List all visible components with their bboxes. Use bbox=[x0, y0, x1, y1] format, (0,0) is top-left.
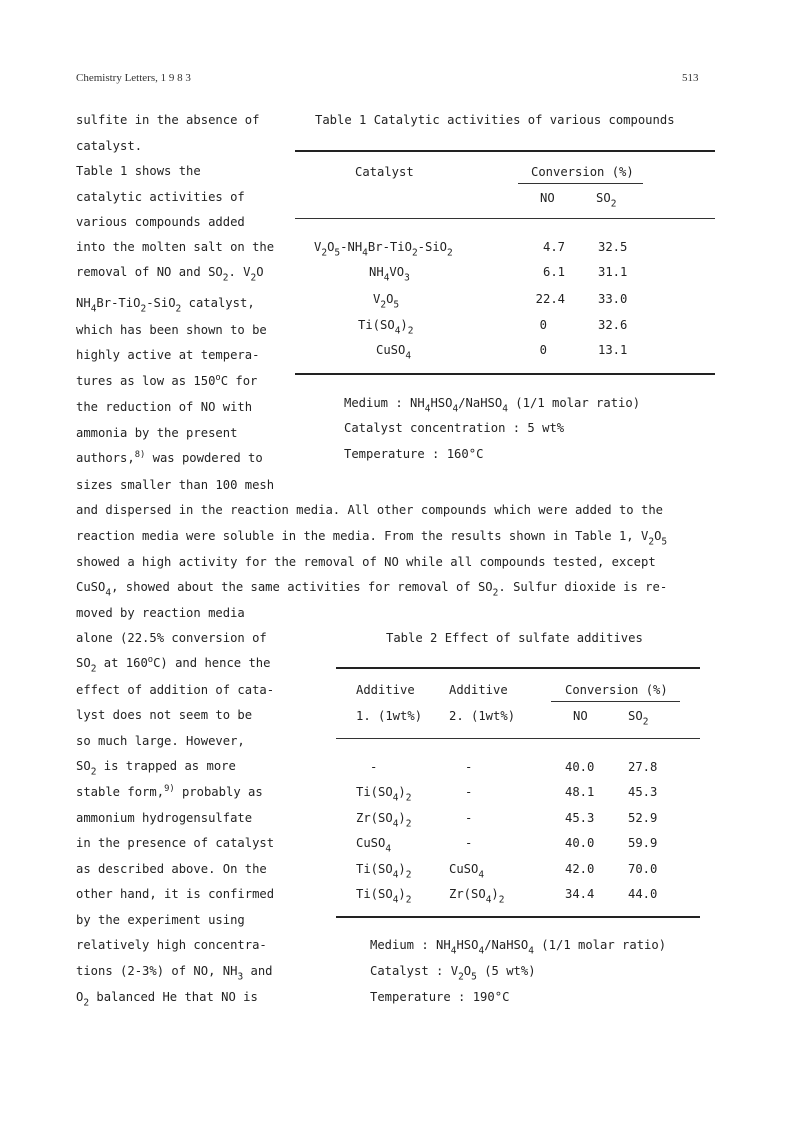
text-line: into the molten salt on the bbox=[76, 240, 275, 254]
table-cell: 33.0 bbox=[598, 292, 628, 306]
table-2-head-no: NO bbox=[573, 709, 588, 723]
table-1-head-catalyst: Catalyst bbox=[355, 165, 414, 179]
text-line: $SO_2$ is trapped as more bbox=[76, 759, 236, 778]
table-1-caption: Table 1 Catalytic activities of various compounds bbox=[315, 113, 675, 127]
text-line: other hand, it is confirmed bbox=[76, 887, 275, 901]
table-cell: 27.8 bbox=[628, 760, 658, 774]
table-2-caption: Table 2 Effect of sulfate additives bbox=[386, 631, 643, 645]
text-line: so much large. However, bbox=[76, 734, 245, 748]
table-cell: CuSO$_4$ bbox=[376, 343, 412, 362]
table-cell: 31.1 bbox=[598, 265, 628, 279]
text-line: moved by reaction media bbox=[76, 606, 245, 620]
text-line: ammonium hydrogensulfate bbox=[76, 811, 253, 825]
table-2-head-add1: Additive bbox=[356, 683, 415, 697]
table-cell: 6.1 bbox=[542, 265, 565, 279]
table-rule bbox=[295, 218, 715, 219]
table-note: Temperature : 160°C bbox=[344, 447, 484, 461]
text-line: sulfite in the absence of bbox=[76, 113, 260, 127]
table-rule bbox=[518, 183, 643, 184]
table-cell: 42.0 bbox=[565, 862, 595, 876]
table-cell: 34.4 bbox=[565, 887, 595, 901]
table-cell: 32.5 bbox=[598, 240, 628, 254]
table-cell: 4.7 bbox=[542, 240, 565, 254]
table-note: Catalyst concentration : 5 wt% bbox=[344, 421, 565, 435]
table-cell: - bbox=[370, 760, 378, 774]
text-line: alone (22.5% conversion of bbox=[76, 631, 267, 645]
table-rule bbox=[295, 150, 715, 152]
text-line: reaction media were soluble in the media. From the results shown in Table 1, $V_2O_5$ bbox=[76, 529, 668, 548]
text-line: and dispersed in the reaction media. All other compounds which were added to the bbox=[76, 503, 663, 517]
table-cell: 44.0 bbox=[628, 887, 658, 901]
text-line: as described above. On the bbox=[76, 862, 267, 876]
table-2-head-add2: Additive bbox=[449, 683, 508, 697]
table-cell: - bbox=[465, 785, 473, 799]
table-cell: $Ti(SO_4)_2$ bbox=[356, 785, 412, 804]
table-cell: $V_2O_5$ bbox=[373, 292, 400, 311]
text-line: tures as low as 150$^o$C for bbox=[76, 373, 258, 388]
table-note: Catalyst : $V_2O_5$ (5 wt%) bbox=[370, 964, 536, 983]
text-line: highly active at tempera- bbox=[76, 348, 260, 362]
text-line: stable form,$^{9)}$ probably as bbox=[76, 784, 263, 799]
text-line: which has been shown to be bbox=[76, 323, 267, 337]
table-cell: $NH_4VO_3$ bbox=[369, 265, 410, 284]
text-line: relatively high concentra- bbox=[76, 938, 267, 952]
table-note: Medium : $NH_4HSO_4/NaHSO_4$ (1/1 molar ratio) bbox=[370, 938, 667, 957]
table-cell: 48.1 bbox=[565, 785, 595, 799]
table-cell: 52.9 bbox=[628, 811, 658, 825]
table-cell: 40.0 bbox=[565, 836, 595, 850]
table-cell: 70.0 bbox=[628, 862, 658, 876]
text-line: $O_2$ balanced He that NO is bbox=[76, 990, 258, 1009]
text-line: $NH_4Br-TiO_2-SiO_2$ catalyst, bbox=[76, 296, 255, 315]
table-cell: - bbox=[465, 836, 473, 850]
table-cell: 22.4 bbox=[535, 292, 565, 306]
table-2-head-so2: $SO_2$ bbox=[628, 709, 649, 728]
table-cell: CuSO$_4$ bbox=[356, 836, 392, 855]
text-line: the reduction of NO with bbox=[76, 400, 253, 414]
table-1-head-so2: $SO_2$ bbox=[596, 191, 617, 210]
table-rule bbox=[336, 738, 700, 739]
table-2-head-add2-unit: 2. (1wt%) bbox=[449, 709, 516, 723]
table-cell: CuSO$_4$ bbox=[449, 862, 485, 881]
text-line: CuSO$_4$, showed about the same activities for removal of $SO_2$. Sulfur dioxide is re- bbox=[76, 580, 668, 599]
table-cell: 32.6 bbox=[598, 318, 628, 332]
table-note: Temperature : 190°C bbox=[370, 990, 510, 1004]
text-line: authors,$^{8)}$ was powdered to bbox=[76, 450, 263, 465]
table-cell: 13.1 bbox=[598, 343, 628, 357]
text-line: removal of NO and $SO_2$. $V_2O$ bbox=[76, 265, 264, 284]
text-line: showed a high activity for the removal of NO while all compounds tested, except bbox=[76, 555, 656, 569]
text-line: tions (2-3%) of NO, $NH_3$ and bbox=[76, 964, 273, 983]
text-line: catalyst. bbox=[76, 139, 143, 153]
text-line: lyst does not seem to be bbox=[76, 708, 253, 722]
text-line: in the presence of catalyst bbox=[76, 836, 275, 850]
journal-header: Chemistry Letters, 1 9 8 3 bbox=[76, 72, 191, 84]
table-cell: - bbox=[465, 811, 473, 825]
table-1-head-conversion: Conversion (%) bbox=[531, 165, 634, 179]
text-line: sizes smaller than 100 mesh bbox=[76, 478, 275, 492]
text-line: effect of addition of cata- bbox=[76, 683, 275, 697]
table-cell: - bbox=[465, 760, 473, 774]
table-cell: 0 bbox=[539, 343, 547, 357]
table-rule bbox=[295, 373, 715, 375]
table-note: Medium : $NH_4HSO_4/NaHSO_4$ (1/1 molar ratio) bbox=[344, 396, 641, 415]
table-cell: $V_2O_5-NH_4Br-TiO_2-SiO_2$ bbox=[314, 240, 453, 259]
text-line: ammonia by the present bbox=[76, 426, 238, 440]
table-2-head-add1-unit: 1. (1wt%) bbox=[356, 709, 423, 723]
table-cell: $Ti(SO_4)_2$ bbox=[358, 318, 414, 337]
table-rule bbox=[336, 916, 700, 918]
table-cell: 0 bbox=[539, 318, 547, 332]
table-cell: 59.9 bbox=[628, 836, 658, 850]
table-1-head-no: NO bbox=[540, 191, 555, 205]
table-cell: $Zr(SO_4)_2$ bbox=[449, 887, 505, 906]
text-line: Table 1 shows the bbox=[76, 164, 201, 178]
text-line: various compounds added bbox=[76, 215, 245, 229]
text-line: by the experiment using bbox=[76, 913, 245, 927]
table-cell: 45.3 bbox=[628, 785, 658, 799]
page-number: 513 bbox=[682, 72, 699, 84]
table-cell: 40.0 bbox=[565, 760, 595, 774]
table-rule bbox=[336, 667, 700, 669]
table-cell: $Zr(SO_4)_2$ bbox=[356, 811, 412, 830]
table-2-head-conversion: Conversion (%) bbox=[565, 683, 668, 697]
table-cell: $Ti(SO_4)_2$ bbox=[356, 862, 412, 881]
text-line: catalytic activities of bbox=[76, 190, 245, 204]
table-cell: 45.3 bbox=[565, 811, 595, 825]
table-rule bbox=[551, 701, 680, 702]
text-line: $SO_2$ at 160$^o$C) and hence the bbox=[76, 655, 271, 675]
table-cell: $Ti(SO_4)_2$ bbox=[356, 887, 412, 906]
